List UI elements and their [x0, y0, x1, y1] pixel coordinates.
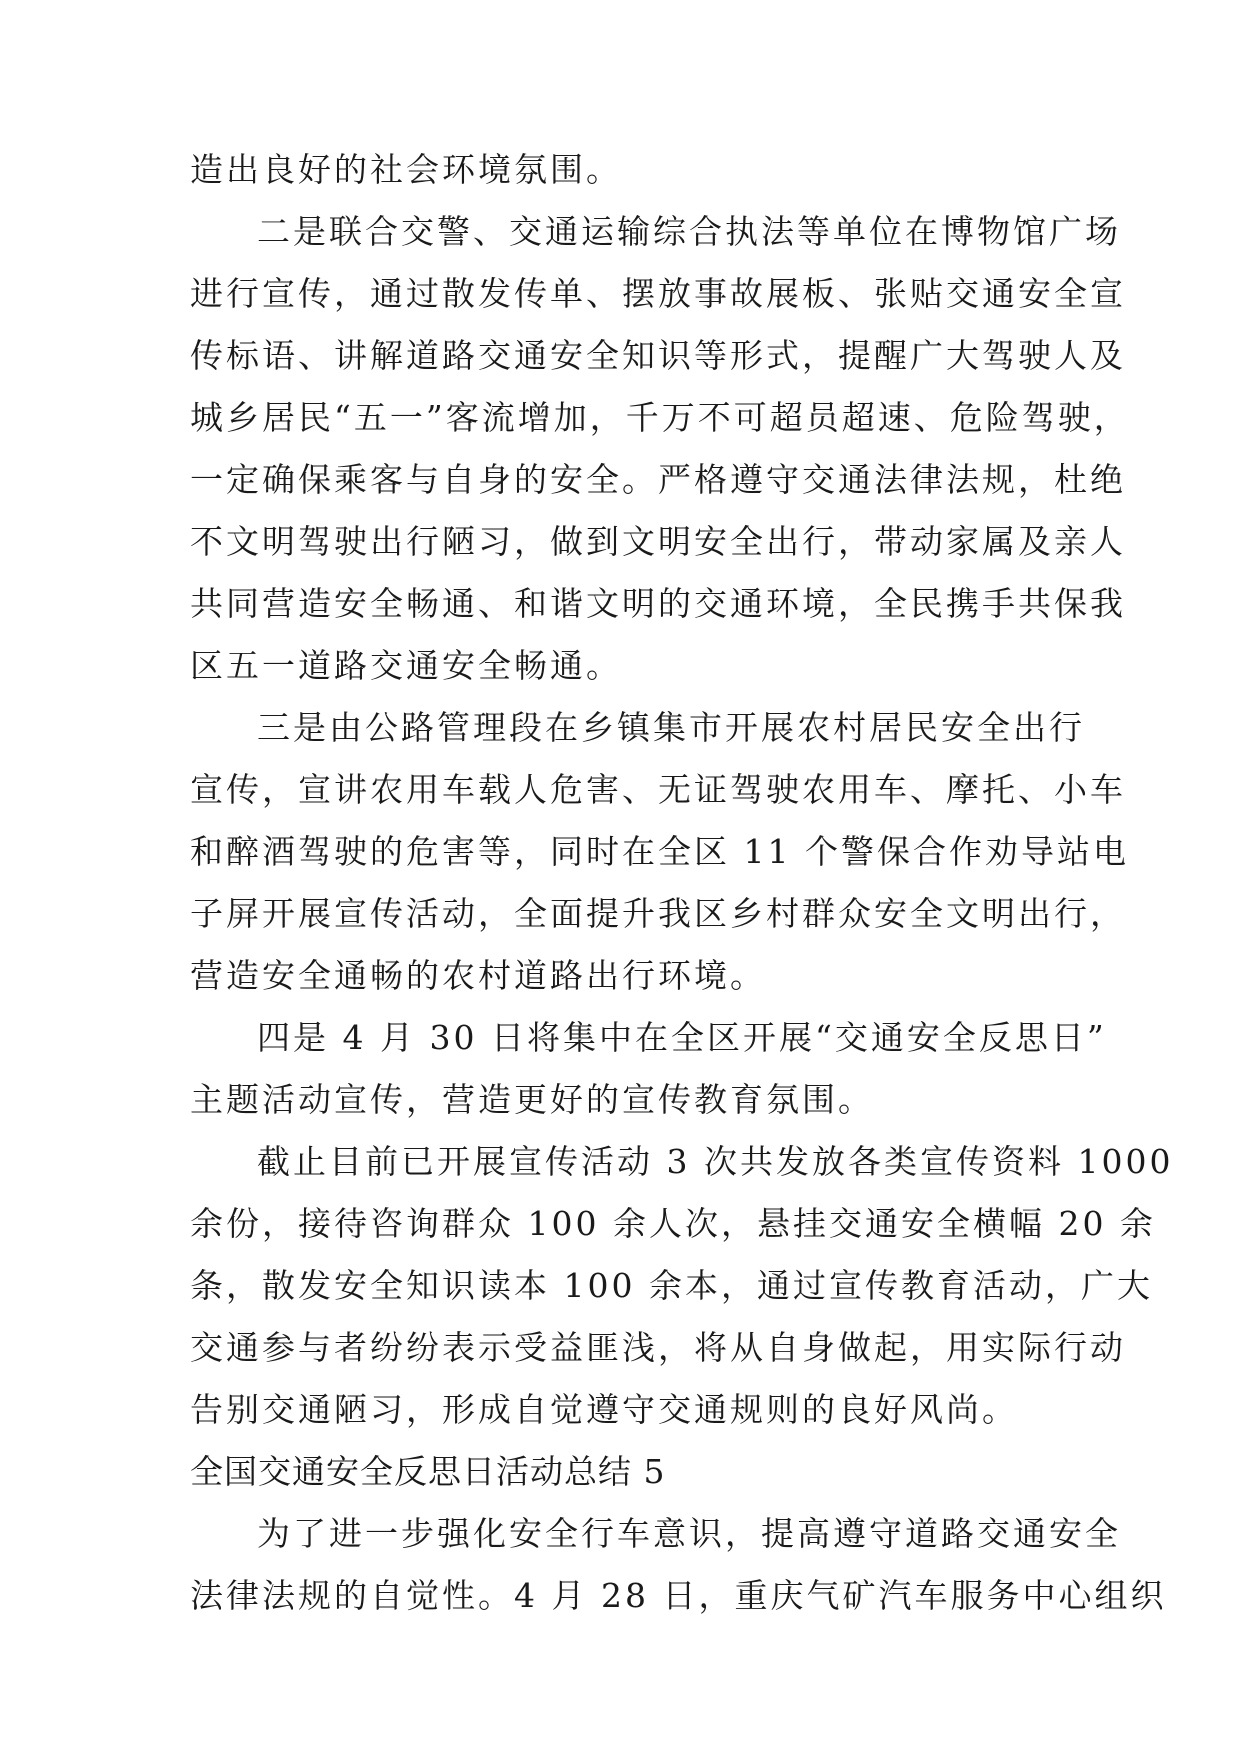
paragraph-line: 一定确保乘客与自身的安全。严格遵守交通法律法规，杜绝 — [190, 460, 1126, 499]
paragraph-line: 三是由公路管理段在乡镇集市开展农村居民安全出行 — [257, 708, 1085, 747]
paragraph-line: 进行宣传，通过散发传单、摆放事故展板、张贴交通安全宣 — [190, 274, 1126, 313]
paragraph-line: 条，散发安全知识读本 100 余本，通过宣传教育活动，广大 — [190, 1266, 1153, 1305]
paragraph-line: 和醉酒驾驶的危害等，同时在全区 11 个警保合作劝导站电 — [190, 832, 1129, 871]
section-heading: 全国交通安全反思日活动总结 5 — [190, 1452, 666, 1491]
paragraph-line: 营造安全通畅的农村道路出行环境。 — [190, 956, 766, 995]
paragraph-line: 造出良好的社会环境氛围。 — [190, 150, 622, 189]
paragraph-line: 宣传，宣讲农用车载人危害、无证驾驶农用车、摩托、小车 — [190, 770, 1126, 809]
paragraph-line: 城乡居民“五一”客流增加，千万不可超员超速、危险驾驶， — [190, 398, 1130, 437]
paragraph-line: 二是联合交警、交通运输综合执法等单位在博物馆广场 — [257, 212, 1121, 251]
paragraph-line: 主题活动宣传，营造更好的宣传教育氛围。 — [190, 1080, 874, 1119]
paragraph-line: 截止目前已开展宣传活动 3 次共发放各类宣传资料 1000 — [257, 1142, 1174, 1181]
paragraph-line: 共同营造安全畅通、和谐文明的交通环境，全民携手共保我 — [190, 584, 1126, 623]
paragraph-line: 四是 4 月 30 日将集中在全区开展“交通安全反思日” — [257, 1018, 1107, 1057]
paragraph-line: 区五一道路交通安全畅通。 — [190, 646, 622, 685]
paragraph-line: 为了进一步强化安全行车意识，提高遵守道路交通安全 — [257, 1514, 1121, 1553]
paragraph-line: 法律法规的自觉性。4 月 28 日，重庆气矿汽车服务中心组织 — [190, 1576, 1167, 1615]
paragraph-line: 交通参与者纷纷表示受益匪浅，将从自身做起，用实际行动 — [190, 1328, 1126, 1367]
paragraph-line: 不文明驾驶出行陋习，做到文明安全出行，带动家属及亲人 — [190, 522, 1126, 561]
paragraph-line: 告别交通陋习，形成自觉遵守交通规则的良好风尚。 — [190, 1390, 1018, 1429]
paragraph-line: 子屏开展宣传活动，全面提升我区乡村群众安全文明出行， — [190, 894, 1126, 933]
paragraph-line: 余份，接待咨询群众 100 余人次，悬挂交通安全横幅 20 余 — [190, 1204, 1156, 1243]
paragraph-line: 传标语、讲解道路交通安全知识等形式，提醒广大驾驶人及 — [190, 336, 1126, 375]
